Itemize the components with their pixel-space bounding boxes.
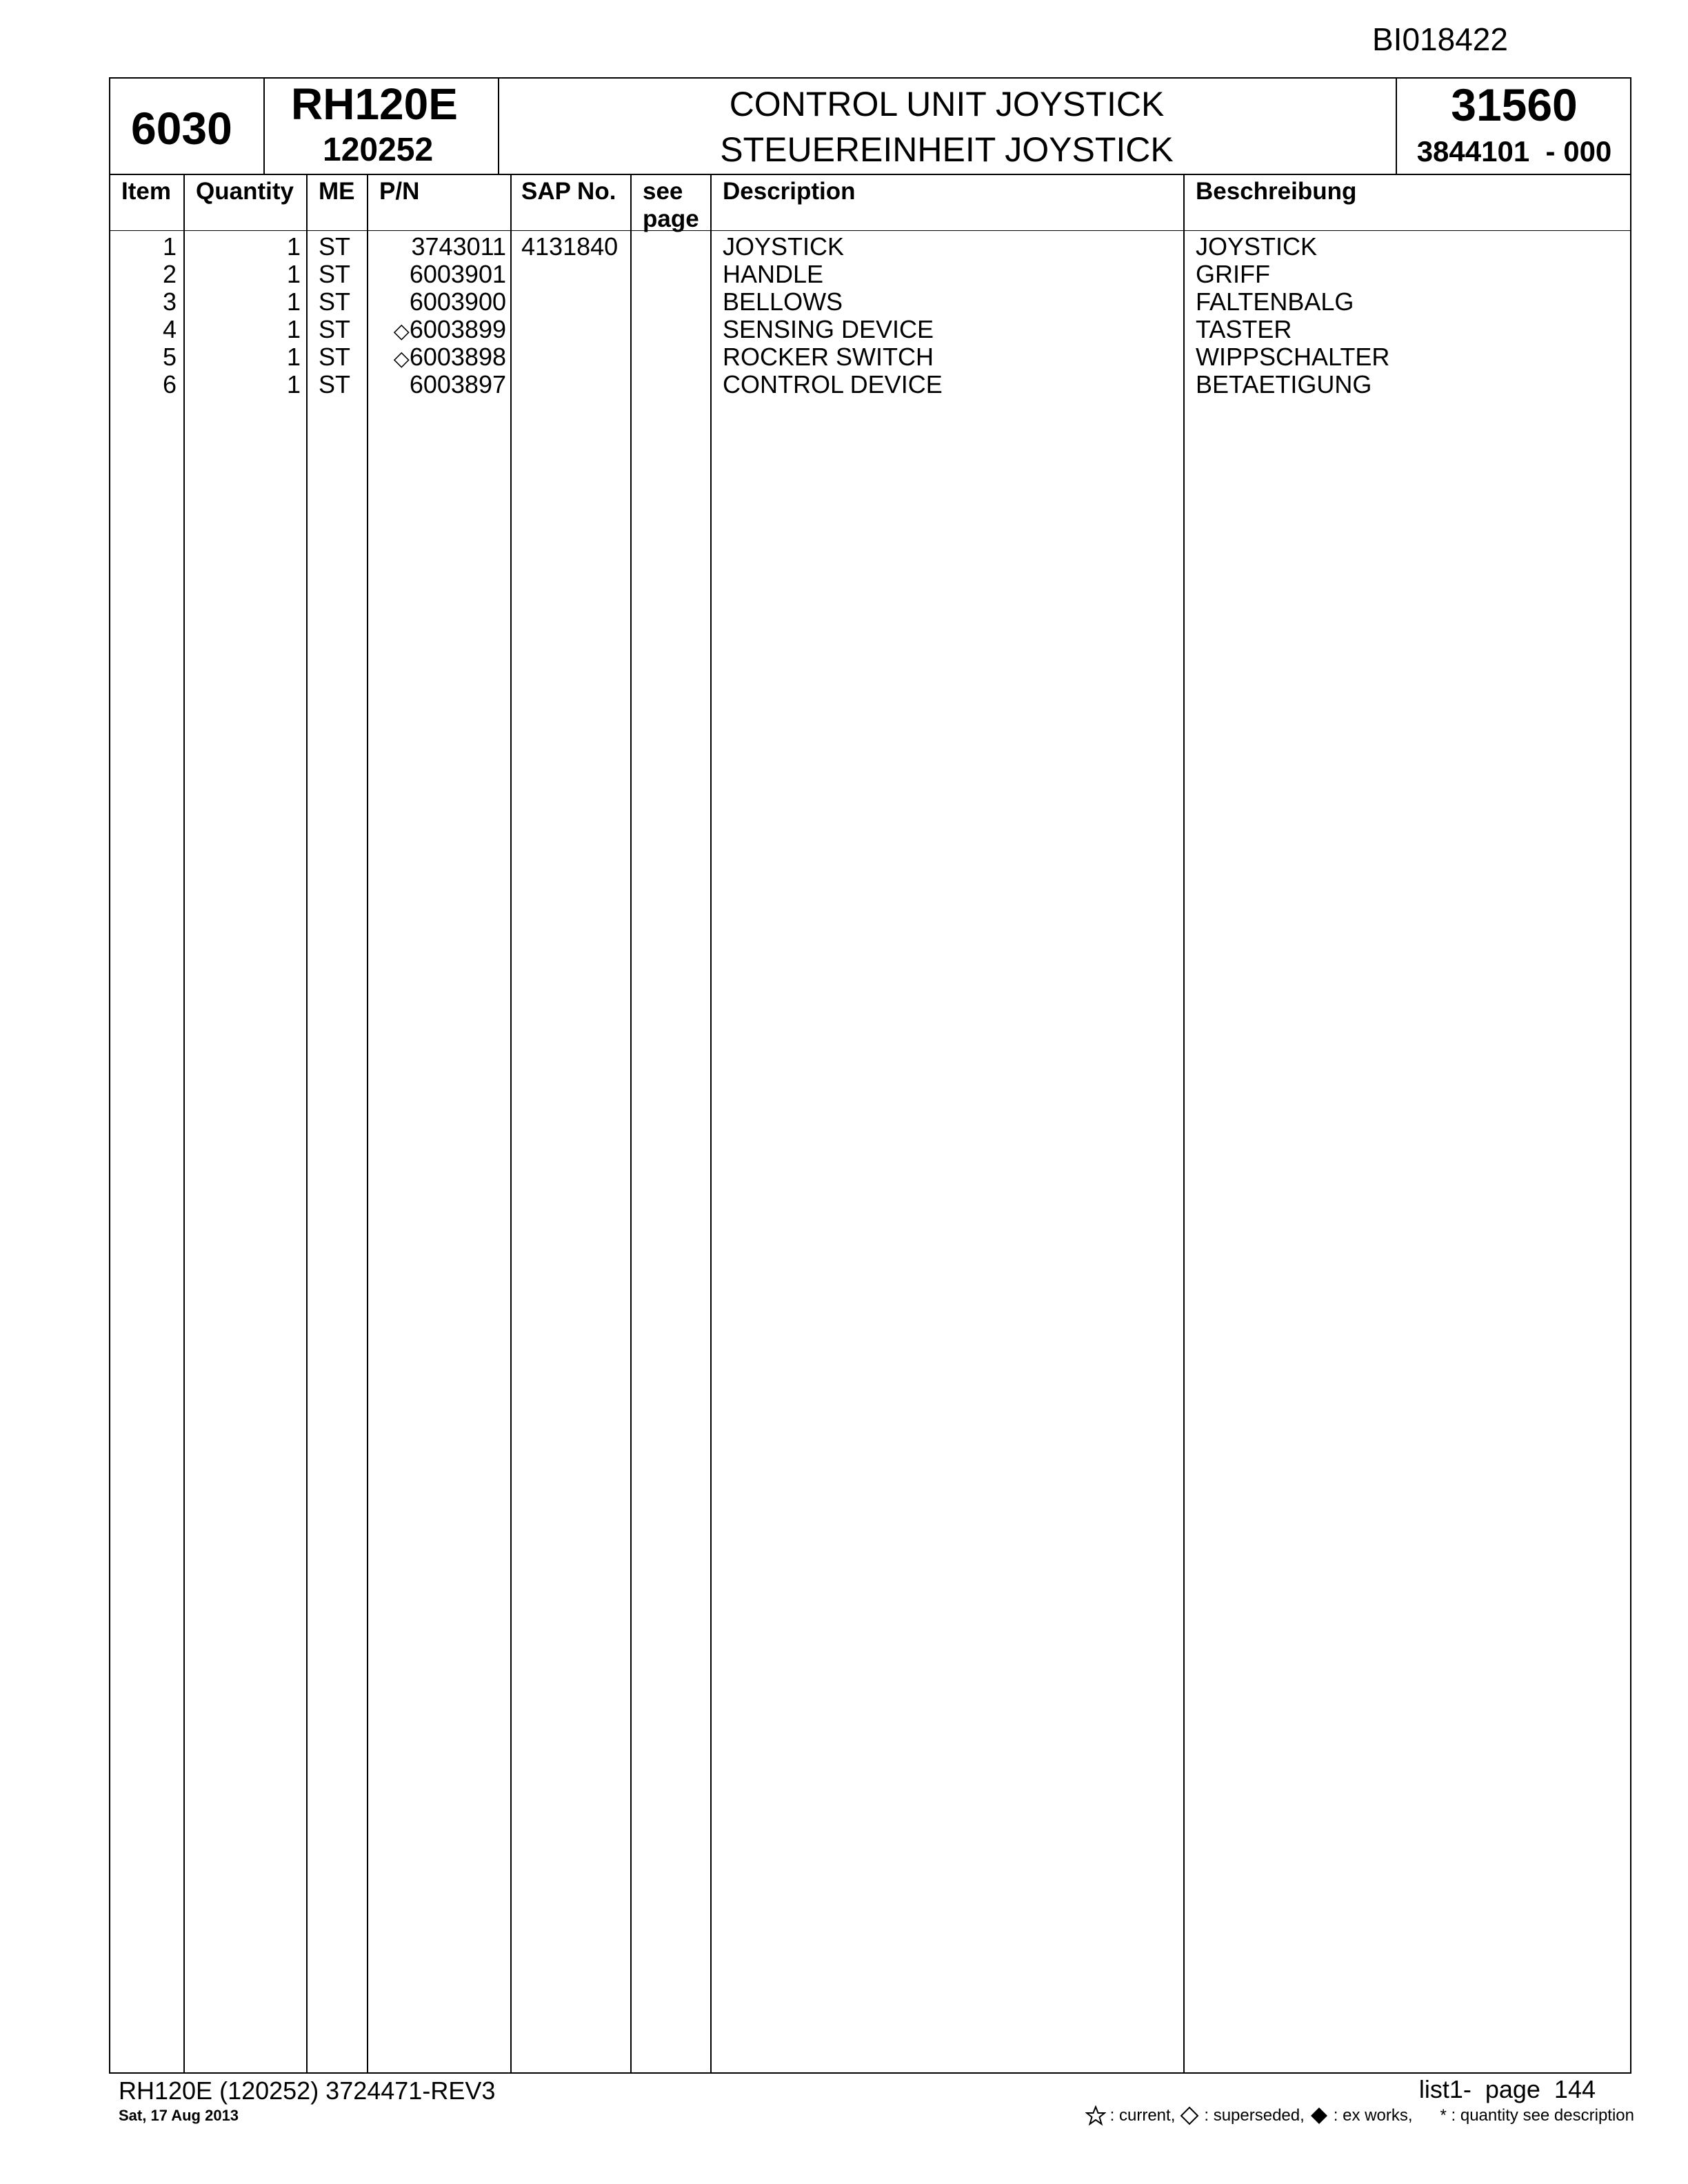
col-header-see: see (643, 178, 683, 205)
cell-item: 2 (162, 260, 177, 288)
col-divider-desc (1183, 174, 1185, 2072)
cell-item: 6 (162, 370, 177, 398)
col-header-sap: SAP No. (521, 178, 616, 205)
header-divider (110, 174, 1630, 175)
cell-quantity: 1 (286, 287, 301, 316)
cell-me: ST (319, 343, 351, 371)
cell-beschreibung: TASTER (1196, 315, 1292, 343)
footer-doc-ref: RH120E (120252) 3724471-REV3 (119, 2076, 496, 2105)
col-divider-pn (510, 174, 512, 2072)
cell-quantity: 1 (286, 260, 301, 288)
cell-me: ST (319, 260, 351, 288)
col-header-page: page (643, 205, 699, 232)
document-id: BI018422 (1372, 21, 1508, 57)
cell-item: 5 (162, 343, 177, 371)
diamond-outline-icon (1179, 2105, 1200, 2126)
cell-me: ST (319, 287, 351, 316)
footer-date: Sat, 17 Aug 2013 (119, 2107, 239, 2124)
cell-pn (371, 316, 506, 345)
table-row (110, 316, 1630, 343)
cell-item: 3 (162, 287, 177, 316)
superseded-diamond-icon: ◇ (393, 347, 410, 370)
legend-ex-works: : ex works, (1333, 2106, 1413, 2125)
cell-me: ST (319, 370, 351, 398)
cell-item: 4 (162, 315, 177, 343)
cell-description: JOYSTICK (723, 232, 845, 261)
page-number: 31560 (1451, 79, 1578, 130)
cell-description: BELLOWS (723, 287, 843, 316)
table-row (110, 233, 1630, 261)
col-header-pn: P/N (379, 178, 420, 205)
cell-description: ROCKER SWITCH (723, 343, 934, 371)
col-divider-sap (630, 174, 632, 2072)
cell-me: ST (319, 232, 351, 261)
legend (1085, 2105, 1634, 2126)
part-number: 6003899 (409, 315, 506, 343)
cell-beschreibung: FALTENBALG (1196, 287, 1354, 316)
cell-beschreibung: GRIFF (1196, 260, 1270, 288)
table-row (110, 343, 1630, 371)
cell-description: SENSING DEVICE (723, 315, 934, 343)
assembly-number: 3844101 - 000 (1416, 135, 1612, 168)
cell-me: ST (319, 315, 351, 343)
cell-item: 1 (162, 232, 177, 261)
model: RH120E (291, 79, 458, 129)
superseded-diamond-icon: ◇ (393, 320, 410, 343)
diamond-filled-icon (1309, 2105, 1329, 2126)
part-number: 6003900 (409, 287, 506, 316)
cell-description: CONTROL DEVICE (723, 370, 943, 398)
cell-pn (371, 371, 506, 401)
cell-pn (371, 343, 506, 373)
cell-pn (371, 261, 506, 290)
part-number: 6003898 (409, 343, 506, 371)
col-divider-item (183, 174, 185, 2072)
col-divider-me (367, 174, 368, 2072)
cell-quantity: 1 (286, 343, 301, 371)
cell-beschreibung: WIPPSCHALTER (1196, 343, 1390, 371)
cell-sap: 4131840 (521, 232, 619, 261)
parts-list-frame (109, 77, 1631, 2074)
cell-description: HANDLE (723, 260, 824, 288)
star-outline-icon (1085, 2105, 1106, 2126)
col-divider-seepage (710, 174, 712, 2072)
title-de: STEUEREINHEIT JOYSTICK (720, 130, 1174, 169)
cell-quantity: 1 (286, 370, 301, 398)
group-number: 6030 (131, 103, 232, 154)
legend-quantity: * : quantity see description (1440, 2106, 1634, 2125)
legend-superseded: : superseded, (1204, 2106, 1305, 2125)
table-row (110, 371, 1630, 398)
cell-pn (371, 233, 506, 263)
cell-beschreibung: JOYSTICK (1196, 232, 1318, 261)
table-row (110, 288, 1630, 316)
cell-quantity: 1 (286, 315, 301, 343)
cell-quantity: 1 (286, 232, 301, 261)
table-row (110, 261, 1630, 288)
part-number: 6003897 (409, 370, 506, 398)
title-en: CONTROL UNIT JOYSTICK (729, 85, 1165, 123)
col-header-beschreibung: Beschreibung (1196, 178, 1357, 205)
header-divider-1 (263, 79, 265, 174)
serial-number: 120252 (323, 132, 434, 168)
part-number: 6003901 (409, 260, 506, 288)
cell-pn (371, 288, 506, 318)
legend-current: : current, (1109, 2106, 1176, 2125)
col-header-me: ME (319, 178, 355, 205)
col-header-description: Description (723, 178, 856, 205)
column-header-divider (110, 230, 1630, 231)
col-divider-qty (306, 174, 308, 2072)
cell-beschreibung: BETAETIGUNG (1196, 370, 1372, 398)
col-header-item: Item (121, 178, 171, 205)
part-number: 3743011 (411, 232, 506, 261)
col-header-quantity: Quantity (196, 178, 294, 205)
footer-page: list1- page 144 (1418, 2075, 1596, 2103)
